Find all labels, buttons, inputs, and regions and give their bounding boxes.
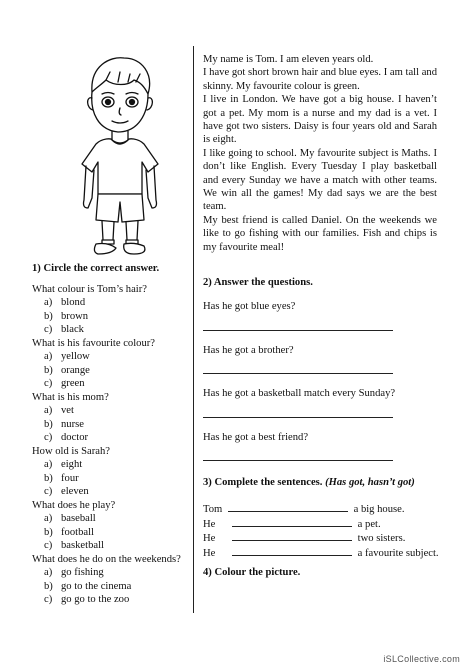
option-text: go go to the zoo: [61, 594, 130, 605]
answer-option[interactable]: [32, 458, 192, 472]
answer-line[interactable]: [203, 373, 393, 374]
question-text: Has he got a basketball match every Sunday?: [203, 388, 396, 400]
sentence: [203, 546, 443, 560]
question-text: What does he do on the weekends?: [32, 553, 181, 565]
answer-line[interactable]: [203, 460, 393, 461]
section-colour-picture: [203, 566, 443, 579]
question-text: What does he play?: [32, 499, 116, 511]
question-text: Has he got blue eyes?: [203, 301, 296, 313]
answer-option[interactable]: [32, 593, 192, 607]
option-text: orange: [61, 364, 90, 376]
section2-title: 2) Answer the questions.: [203, 277, 313, 288]
section3-title-text: 3) Complete the sentences.: [203, 477, 323, 488]
option-letter: a): [44, 297, 53, 308]
question-text: Has he got a best friend?: [203, 431, 309, 443]
question-text: Has he got a brother?: [203, 344, 294, 356]
option-letter: b): [44, 580, 53, 592]
option-text: eleven: [61, 486, 89, 497]
answer-option[interactable]: [32, 377, 192, 391]
option-letter: b): [44, 364, 53, 376]
option-letter: c): [44, 540, 53, 551]
option-text: black: [61, 324, 84, 335]
section-circle-answers: [32, 262, 192, 607]
story-paragraph: I have got short brown hair and blue eyes. I am tall and skinny. My favourite colour is green.: [203, 67, 437, 92]
option-letter: a): [44, 351, 53, 362]
answer-option[interactable]: [32, 485, 192, 499]
option-letter: a): [44, 513, 53, 524]
sentence-end: a big house.: [353, 504, 405, 516]
option-letter: b): [44, 418, 53, 430]
option-text: doctor: [61, 432, 89, 443]
answer-option[interactable]: [32, 580, 192, 594]
blank-field[interactable]: [232, 546, 352, 556]
column-divider: [193, 46, 194, 613]
story-paragraph: I like going to school. My favourite subject is Maths. I don’t like English. Every Tuesday I play basketball and every Sunday we have a match with other teams. We win all the games! My dad says we are the best team.: [203, 147, 437, 213]
story-paragraph: My best friend is called Daniel. On the weekends we like to go fishing with our families. Fish and chips is my favourite meal!: [203, 214, 437, 253]
option-letter: c): [44, 432, 53, 443]
sentence-end: a pet.: [357, 518, 381, 530]
section3-title: [203, 476, 443, 489]
option-text: football: [61, 526, 94, 538]
answer-option[interactable]: [32, 512, 192, 526]
section1-title: 1) Circle the correct answer.: [32, 263, 160, 274]
option-letter: c): [44, 594, 53, 605]
sentence: [203, 517, 443, 531]
section4-title: 4) Colour the picture.: [203, 567, 301, 578]
sentence-start: He: [203, 518, 216, 530]
option-letter: c): [44, 324, 53, 335]
answer-option[interactable]: [32, 296, 192, 310]
option-text: four: [61, 472, 79, 484]
answer-option[interactable]: [32, 418, 192, 432]
answer-line[interactable]: [203, 330, 393, 331]
option-text: go to the cinema: [61, 580, 132, 592]
story-paragraph: I live in London. We have got a big house. I haven’t got a pet. My mom is a nurse and my dad is a vet. I have got two sisters. Daisy is four years old and Sarah is eight.: [203, 94, 437, 146]
option-text: basketball: [61, 540, 104, 551]
blank-field[interactable]: [232, 517, 352, 527]
option-text: yellow: [61, 351, 90, 362]
section-complete-sentences: [203, 476, 443, 560]
answer-option[interactable]: [32, 431, 192, 445]
option-text: nurse: [61, 418, 84, 430]
option-text: green: [61, 378, 85, 389]
story-text: [203, 53, 437, 254]
sentence-end: two sisters.: [357, 533, 406, 545]
boy-illustration: [62, 52, 172, 260]
answer-option[interactable]: [32, 472, 192, 486]
option-letter: b): [44, 310, 53, 322]
blank-field[interactable]: [228, 502, 348, 512]
sentence: [203, 502, 443, 516]
option-text: brown: [61, 310, 89, 322]
answer-option[interactable]: [32, 566, 192, 580]
answer-option[interactable]: [32, 404, 192, 418]
sentence-end: a favourite subject.: [357, 547, 439, 559]
option-text: go fishing: [61, 567, 104, 578]
answer-option[interactable]: [32, 350, 192, 364]
question-text: What is his mom?: [32, 391, 109, 403]
answer-option[interactable]: [32, 526, 192, 540]
answer-option[interactable]: [32, 539, 192, 553]
option-letter: b): [44, 472, 53, 484]
option-text: blond: [61, 297, 86, 308]
sentence-start: He: [203, 547, 216, 559]
sentence-start: Tom: [203, 504, 223, 516]
option-letter: a): [44, 405, 53, 416]
option-text: baseball: [61, 513, 96, 524]
option-letter: c): [44, 378, 53, 389]
option-letter: c): [44, 486, 53, 497]
option-text: vet: [61, 405, 74, 416]
sentence: [203, 531, 443, 545]
sentence-start: He: [203, 533, 216, 545]
answer-option[interactable]: [32, 310, 192, 324]
sentence-list: [203, 502, 443, 560]
option-text: eight: [61, 459, 83, 470]
section3-hint: (Has got, hasn’t got): [325, 477, 415, 488]
question-text: How old is Sarah?: [32, 445, 110, 457]
blank-field[interactable]: [232, 531, 352, 541]
answer-option[interactable]: [32, 323, 192, 337]
question-text: What colour is Tom’s hair?: [32, 283, 147, 295]
option-letter: a): [44, 567, 53, 578]
option-letter: a): [44, 459, 53, 470]
story-paragraph: My name is Tom. I am eleven years old.: [203, 54, 374, 65]
option-letter: b): [44, 526, 53, 538]
site-watermark: iSLCollective.com: [383, 654, 460, 664]
answer-option[interactable]: [32, 364, 192, 378]
section-answer-questions: [203, 276, 443, 474]
answer-line[interactable]: [203, 417, 393, 418]
question-text: What is his favourite colour?: [32, 337, 155, 349]
